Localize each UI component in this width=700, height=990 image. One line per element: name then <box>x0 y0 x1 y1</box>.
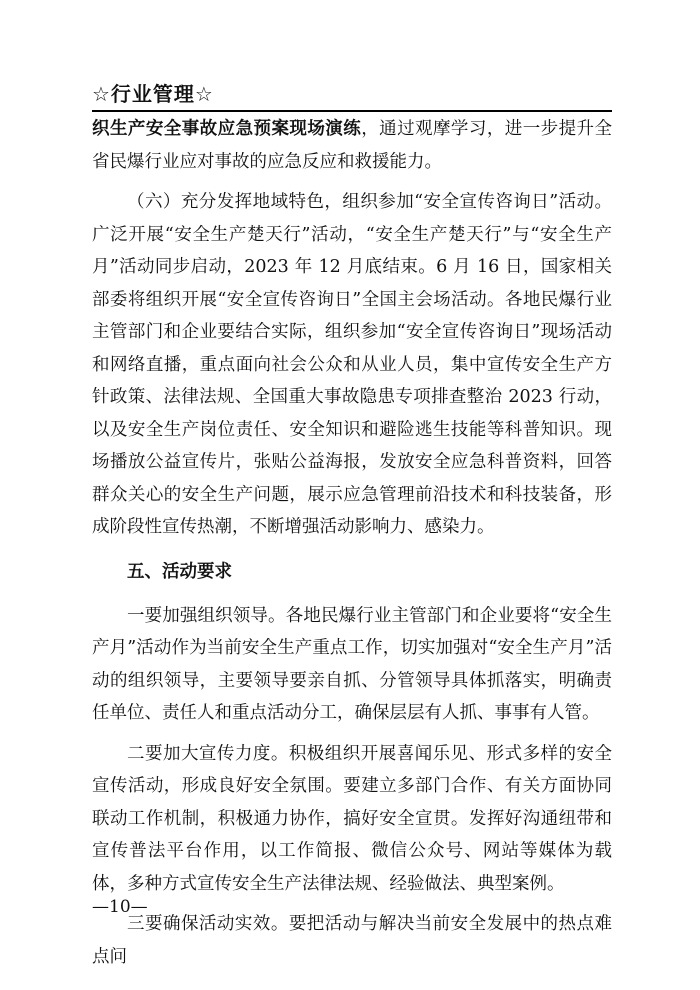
page-number: —10— <box>92 897 148 917</box>
paragraph-requirement-3: 三要确保活动实效。要把活动与解决当前安全发展中的热点难点问 <box>92 914 612 967</box>
document-body <box>92 113 612 973</box>
paragraph-text: ，通过观摩学习，进一步提升全省民爆行业应对事故的应急反应和救援能力。 <box>92 119 613 172</box>
paragraph-requirement-1: 一要加强组织领导。各地民爆行业主管部门和企业要将“安全生产月”活动作为当前安全生产重点工作，切实加强对“安全生产月”活动的组织领导，主要领导要亲自抓、分管领导具体抓落实，明确责任单位、责任人和重点活动分工，确保层层有人抓、事事有人管。 <box>92 605 612 723</box>
paragraph-continuation <box>92 113 612 178</box>
paragraph-gap <box>92 900 612 908</box>
paragraph-gap <box>92 178 612 186</box>
section-heading: 五、活动要求 <box>127 561 232 582</box>
paragraph-gap <box>92 730 612 738</box>
paragraph-requirement-2: 二要加大宣传力度。积极组织开展喜闻乐见、形式多样的安全宣传活动，形成良好安全氛围。要建立多部门合作、有关方面协同联动工作机制，积极通力协作，搞好安全宣贯。发挥好沟通纽带和宣传普法平台作用，以工作简报、微信公众号、网站等媒体为载体，多种方式宣传安全生产法律法规、经验做法、典型案例。 <box>92 743 612 894</box>
header-divider <box>92 110 612 112</box>
paragraph-bold-lead: 织生产安全事故应急预案现场演练 <box>92 119 362 139</box>
paragraph-gap <box>92 592 612 600</box>
running-header <box>92 80 612 108</box>
header-title: ☆行业管理☆ <box>92 82 214 106</box>
paragraph-section-6: （六）充分发挥地域特色，组织参加“安全宣传咨询日”活动。广泛开展“安全生产楚天行”活动，“安全生产楚天行”与“安全生产月”活动同步启动，2023 年 12 月底结束。6 月 16 日，国家相关部委将组织开展“安全宣传咨询日”全国主会场活动。各地民爆行业主管部门和企业要结合实际，组织参加“安全宣传咨询日”现场活动和网络直播，重点面向社会公众和从业人员，集中宣传安全生产方针政策、法律法规、全国重大事故隐患专项排查整治 2023 行动，以及安全生产岗位责任、安全知识和避险逃生技能等科普知识。现场播放公益宣传片，张贴公益海报，发放安全应急科普资料，回答群众关心的安全生产问题，展示应急管理前沿技术和科技装备，形成阶段性宣传热潮，不断增强活动影响力、感染力。 <box>92 192 612 537</box>
paragraph-gap <box>92 544 612 552</box>
